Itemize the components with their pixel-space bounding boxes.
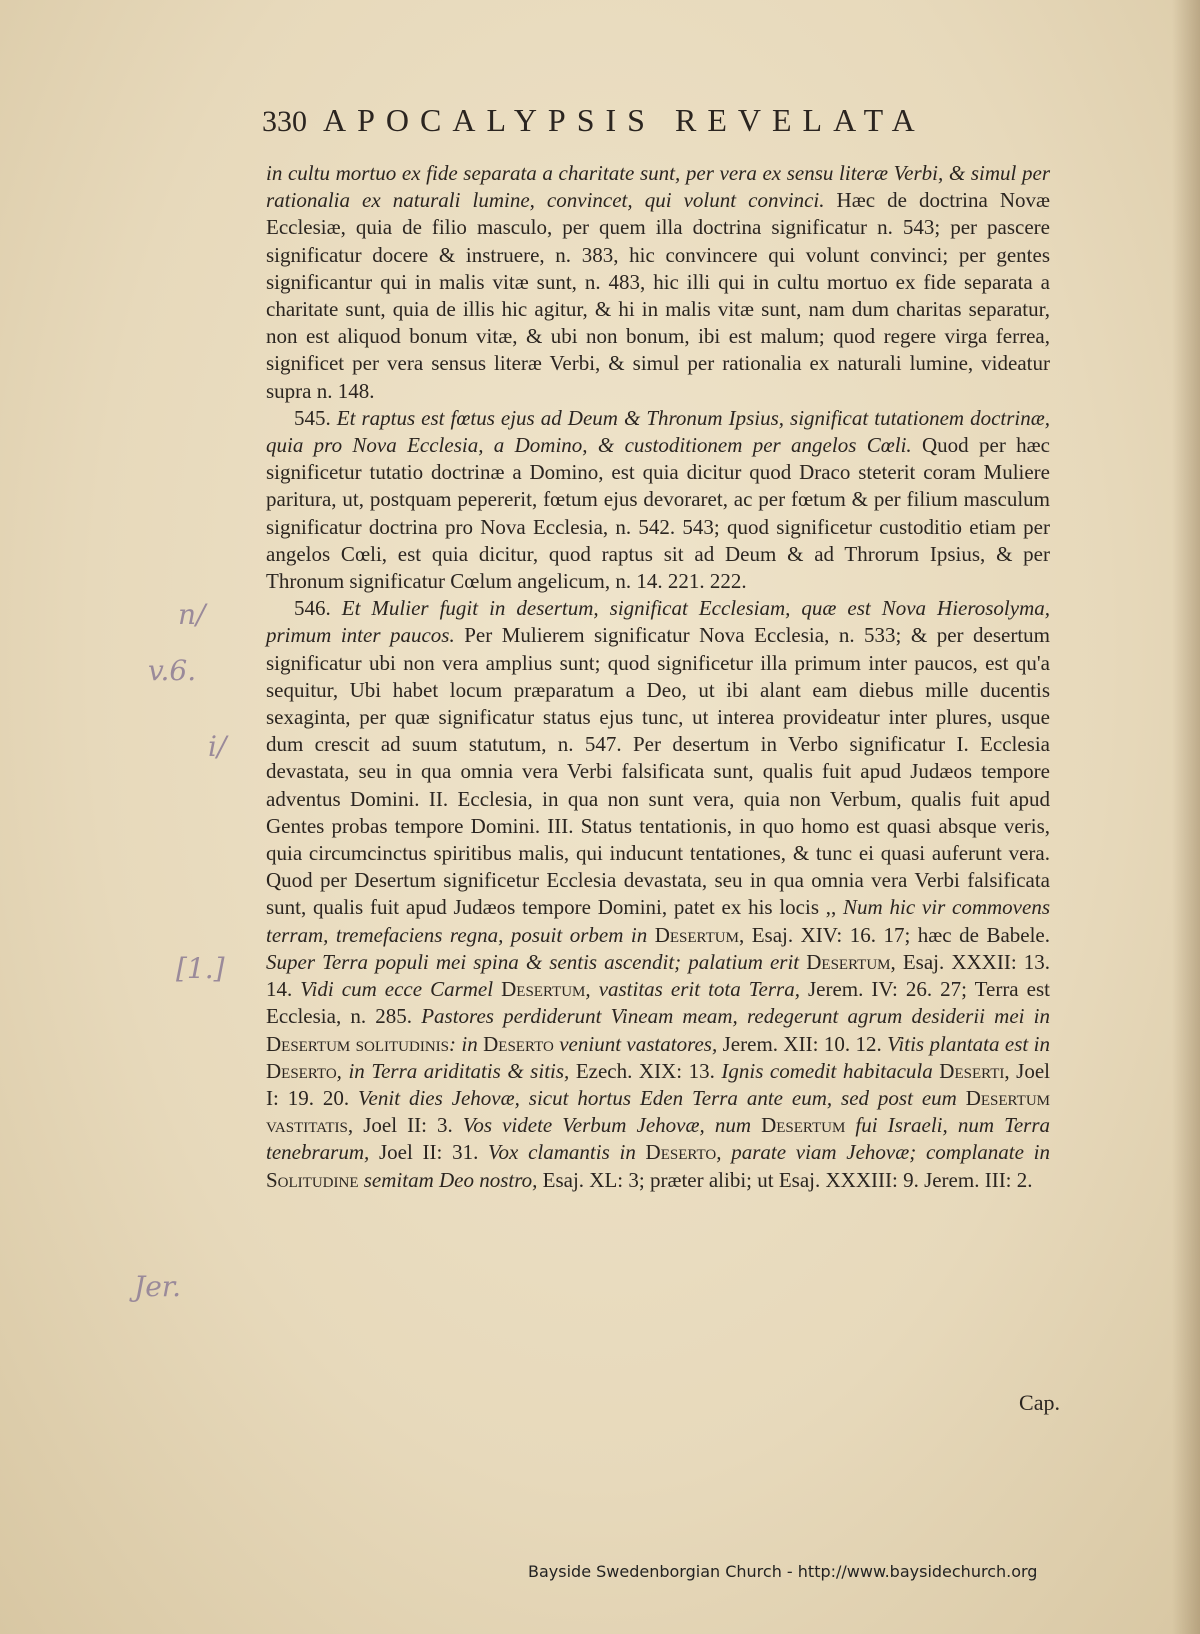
quote: Num hic vir commovens terram, tremefaciens regna, posuit orbem in	[266, 895, 1050, 947]
italic-phrase: Et raptus est fœtus ejus ad Deum & Thronum Ipsius, significat tutationem doctrinæ, quia pro Nova Ecclesia, a Domino, & custoditionem per angelos Cœli.	[266, 405, 1050, 458]
footer-credit: Bayside Swedenborgian Church - http://www.baysidechurch.org	[528, 1562, 1038, 1581]
small-caps-term: Deserto	[266, 1058, 337, 1083]
small-caps-term: Desertum	[654, 922, 739, 947]
small-caps-term: Desertum vastitatis	[266, 1085, 1050, 1138]
quote: semitam Deo nostro,	[358, 1167, 538, 1192]
paragraph-number: 546.	[294, 596, 331, 621]
paragraph-544-continuation	[266, 160, 1050, 405]
quote: : in	[449, 1031, 484, 1056]
small-caps-term: Desertum	[501, 977, 586, 1002]
reference: , Joel I: 19. 20.	[266, 1058, 1051, 1110]
quote: Vox clamantis in	[478, 1140, 646, 1165]
small-caps-term: Desertum	[761, 1113, 846, 1138]
margin-note-3: i/	[208, 730, 227, 763]
reference: Jerem. IV: 26. 27; Terra est Ecclesia, n. 285.	[266, 977, 1050, 1029]
small-caps-term: Deserti	[939, 1058, 1005, 1083]
margin-note-1: n/	[178, 598, 206, 631]
text-run: Quod per hæc significetur tutatio doctrinæ a Domino, est quia dicitur quod Draco steterit coram Muliere paritura, ut, postquam pepererit, fœtum ejus devoraret, ac per fœtum & per filium masculum significatur doctrina pro Nova Ecclesia, n. 542. 543; quod significetur custoditio etiam per angelos Cœli, est quia dicitur, quod raptus sit ad Deum & ad Throrum Ipsius, & per Thronum significatur Cœlum angelicum, n. 14. 221. 222.	[266, 433, 1050, 594]
running-title: APOCALYPSIS REVELATA	[323, 102, 926, 138]
reference: Jerem. XII: 10. 12.	[717, 1031, 882, 1056]
quote: , parate viam Jehovæ; complanate in	[716, 1140, 1051, 1165]
page-number: 330	[262, 105, 307, 138]
quote: , in Terra ariditatis & sitis,	[336, 1058, 570, 1083]
text-run: Hæc de doctrina Novæ Ecclesiæ, quia de filio masculo, per quem illa doctrina significatur n. 543; per pascere significatur docere & instruere, n. 383, hic convincere qui volunt convinci; per gentes significantur qui in malis vitæ sunt, n. 483, hic illi qui in cultu mortuo ex fide separata a charitate sunt, quia de illis hic agitur, & hi in malis vitæ sunt, nam dum charitas separatur, non est aliquod bonum vitæ, & ubi non bonum, ibi est malum; quod regere virga ferrea, significet per vera sensus literæ Verbi, & simul per rationalia ex naturali lumine, videatur supra n. 148.	[266, 188, 1050, 403]
quote: fui Israeli, num Terra tenebrarum,	[266, 1113, 1050, 1165]
italic-phrase: in cultu mortuo ex fide separata a charitate sunt, per vera ex sensu literæ Verbi, & simul per rationalia ex naturali lumine, convincet, qui volunt convinci.	[266, 161, 1050, 213]
small-caps-term: Deserto	[645, 1140, 717, 1165]
small-caps-term: Desertum solitudinis	[266, 1031, 449, 1056]
page-spine-shadow	[1172, 0, 1200, 1634]
body-text	[266, 160, 1050, 1194]
quote: veniunt vastatores,	[553, 1031, 718, 1056]
page-header	[262, 102, 1052, 139]
paragraph-number: 545.	[294, 405, 331, 430]
quote: Pastores perdiderunt Vineam meam, redegerunt agrum desiderii mei in	[412, 1004, 1051, 1029]
small-caps-term: Solitudine	[266, 1167, 359, 1192]
italic-phrase: Et Mulier fugit in desertum, significat Ecclesiam, quæ est Nova Hierosolyma, primum inter paucos.	[266, 596, 1051, 648]
quote: Vidi cum ecce Carmel	[292, 977, 502, 1002]
quote: Ignis comedit habitacula	[714, 1058, 940, 1083]
reference: , Esaj. XIV: 16. 17; hæc de Babele.	[738, 922, 1050, 947]
quote: Venit dies Jehovæ, sicut hortus Eden Terra ante eum, sed post eum	[349, 1085, 966, 1110]
quote: Super Terra populi mei spina & sentis ascendit; palatium erit	[266, 949, 807, 974]
reference: , Esaj. XXXII: 13. 14.	[266, 949, 1050, 1002]
margin-note-5: Jer.	[134, 1270, 182, 1303]
quote: , vastitas erit tota Terra,	[585, 977, 800, 1002]
quote: Vitis plantata est in	[881, 1031, 1050, 1056]
quote: Vos videte Verbum Jehovæ, num	[452, 1113, 762, 1138]
small-caps-term: Deserto	[483, 1031, 554, 1056]
reference: , Joel II: 3.	[347, 1113, 453, 1138]
paragraph-545	[266, 405, 1050, 595]
catchword: Cap.	[1019, 1390, 1060, 1415]
paragraph-546	[266, 595, 1050, 1193]
reference: Ezech. XIX: 13.	[569, 1058, 715, 1083]
margin-note-2: v.6.	[148, 654, 197, 687]
text-run: Per Mulierem significatur Nova Ecclesia, n. 533; & per desertum significatur ubi non vera amplius sunt; quod significetur illa primum inter paucos, est qu'a sequitur, Ubi habet locum præparatum a Deo, ut ibi alant eam diebus mille ducentis sexaginta, per quæ significatur status ejus tunc, ut interea provideatur inter plures, usque dum crescit ad suum statutum, n. 547. Per desertum in Verbo significatur I. Ecclesia devastata, seu in qua omnia vera Verbi falsificata sunt, qualis fuit apud Judæos tempore adventus Domini. II. Ecclesia, in qua non sunt vera, quia non Verbum, qualis fuit apud Gentes probas tempore Domini. III. Status tentationis, in quo homo est quasi absque veris, quia circumcinctus spiritibus malis, qui inducunt tentationes, & tunc ei quasi auferunt vera. Quod per Desertum significetur Ecclesia devastata, seu in qua omnia vera Verbi falsificata sunt, qualis fuit apud Judæos tempore Domini, patet ex his locis ,,	[266, 623, 1050, 920]
small-caps-term: Desertum	[806, 949, 891, 974]
reference: Joel II: 31.	[369, 1140, 479, 1165]
reference: Esaj. XL: 3; præter alibi; ut Esaj. XXXIII: 9. Jerem. III: 2.	[537, 1167, 1033, 1192]
margin-note-4: [1.]	[176, 952, 225, 985]
